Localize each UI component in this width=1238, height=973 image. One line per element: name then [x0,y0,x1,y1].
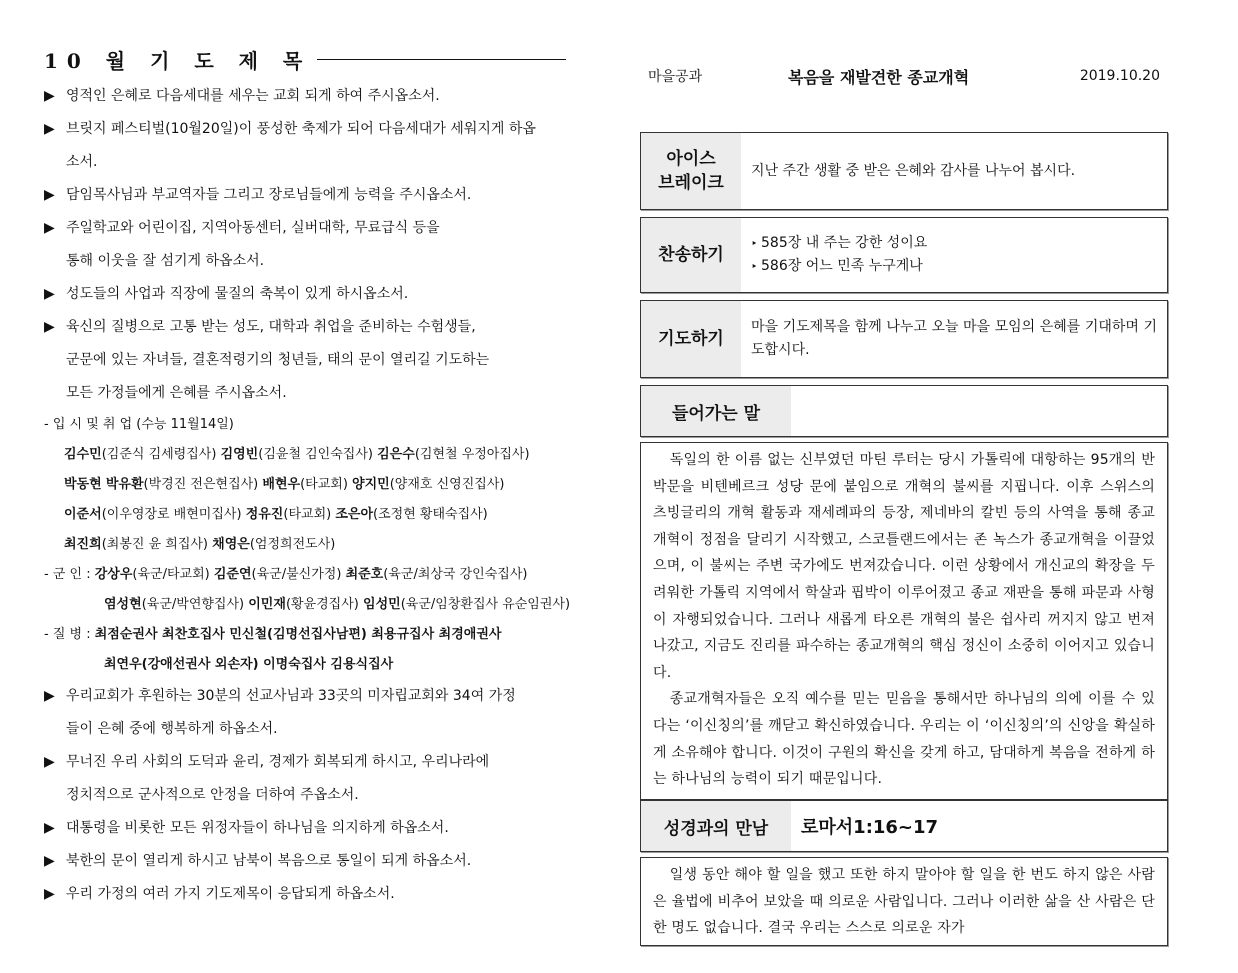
bullet-icon: ▶ [44,853,55,869]
prayer-item [44,80,574,113]
prayer-item-text: 정치적으로 군사적으로 안정을 더하여 주옵소서. [66,787,359,803]
bullet-icon: ▶ [44,88,55,104]
intro-value [791,386,801,436]
prayer-item-continued [44,146,574,179]
name-line [44,470,574,500]
prayer-item-continued [44,779,574,812]
name-note: (타교회) [300,477,353,492]
intro-text [640,442,1168,800]
prayer-title: 10 월 기 도 제 목 [44,48,312,73]
name-note: (육군/박연향집사) [141,597,249,612]
name-note: (양재호 신영진집사) [389,477,505,492]
prayer-item-text: 통해 이웃을 잘 섬기게 하옵소서. [66,253,265,269]
prayer-text: 마을 기도제목을 함께 나누고 오늘 마을 모임의 은혜를 기대하며 기도합시다. [751,319,1157,358]
bullet-icon: ▶ [44,688,55,704]
bullet-icon: ▶ [44,286,55,302]
bullet-icon: ▶ [44,319,55,335]
person-name: 최준호 [345,567,384,582]
name-note: (김윤철 김인숙집사) [258,447,378,462]
prayer-box [640,300,1168,378]
icebreak-text: 지난 주간 생활 중 받은 은혜와 감사를 나누어 봅시다. [751,162,1076,179]
prayer-column [44,44,574,911]
person-name: 김준연 [213,567,252,582]
prayer-item [44,746,574,779]
intro-header [640,385,1168,437]
prayer-item-text: 우리 가정의 여러 가지 기도제목이 응답되게 하옵소서. [66,886,395,902]
prayer-item [44,845,574,878]
name-note: (육군/타교회) [132,567,214,582]
name-line [44,590,574,620]
bullet-icon: ▶ [44,187,55,203]
name-line [44,620,574,650]
prayer-item-text: 담임목사님과 부교역자들 그리고 장로님들에게 능력을 주시옵소서. [66,187,472,203]
lesson-column [640,60,1168,946]
prayer-item [44,878,574,911]
name-line [44,650,574,680]
person-name: 김수민 [64,447,102,462]
bullet-icon: ▶ [44,886,55,902]
prayer-item [44,113,574,146]
prayer-item-text: 군문에 있는 자녀들, 결혼적령기의 청년들, 태의 문이 열리길 기도하는 [66,352,490,368]
intro-paragraph-1: 독일의 한 이름 없는 신부였던 마틴 루터는 당시 가톨릭에 대항하는 95개의 반박문을 비텐베르크 성당 문에 붙임으로 개혁의 불씨를 지핍니다. 이후 스위스의 츠빙글리의 개혁 활동과 재세례파의 등장, 제네바의 칼빈 등의 사역을 통해 종교개혁이 정점을 달리기 시작했고, 스코틀랜드에서는 존 녹스가 종교개혁을 이끌었으며, 이 불씨는 주변 국가에도 번져갔습니다. 이런 상황에서 개신교의 확장을 두려워한 가톨릭 지역에서 학살과 핍박이 이루어졌고 종교 재판을 통해 파문과 사형이 자행되었습니다. 그러나 새롭게 타오른 개혁의 불은 쉽사리 꺼지지 않고 번져나갔고, 지금도 진리를 파수하는 종교개혁의 핵심 정신이 소중히 이어지고 있습니다. [653,452,1155,681]
name-note: - 질 병 : [44,627,95,642]
name-note: (육군/불신가정) [251,567,346,582]
person-name: 배현우 [262,477,301,492]
name-note: (타교회) [283,507,336,522]
person-name: 정유진 [245,507,284,522]
name-note: (조정현 황태숙집사) [373,507,488,522]
prayer-item-text: 육신의 질병으로 고통 받는 성도, 대학과 취업을 준비하는 수험생들, [66,319,476,335]
person-name: 염성현 [104,597,142,612]
prayer-item [44,311,574,344]
name-note: - 군 인 : [44,567,95,582]
icebreak-box [640,132,1168,210]
prayer-item-continued [44,245,574,278]
prayer-title-row [44,44,574,74]
icebreak-label-2: 브레이크 [658,173,724,193]
prayer-item-text: 소서. [66,154,98,170]
person-name: 최점순권사 최찬호집사 민신철(김명선집사남편) 최용규집사 최경애권사 [94,627,502,642]
prayer-item-text: 대통령을 비롯한 모든 위정자들이 하나님을 의지하게 하옵소서. [66,820,449,836]
name-line [44,560,574,590]
hymn-item: ‣ 585장 내 주는 강한 성이요 [751,232,1157,255]
prayer-item [44,812,574,845]
prayer-item-continued [44,377,574,410]
name-line [44,500,574,530]
prayer-item-text: 브릿지 페스티벌(10월20일)이 풍성한 축제가 되어 다음세대가 세워지게 하옵 [66,121,536,137]
lesson-title: 복음을 재발견한 종교개혁 [788,67,970,87]
prayer-item-text: 주일학교와 어린이집, 지역아동센터, 실버대학, 무료급식 등을 [66,220,440,236]
name-note: (이우영장로 배현미집사) [101,507,246,522]
person-name: 김은수 [377,447,415,462]
hymn-list [741,218,1167,292]
hymn-item: ‣ 586장 어느 민족 누구게나 [751,255,1157,278]
prayer-item-text: 성도들의 사업과 직장에 물질의 축복이 있게 하시옵소서. [66,286,409,302]
hymn-box [640,217,1168,293]
exam-header: - 입 시 및 취 업 (수능 11월14일) [44,417,234,432]
prayer-item-text: 북한의 문이 열리게 하시고 남북이 복음으로 통일이 되게 하옵소서. [66,853,472,869]
prayer-list [44,80,574,911]
bible-reference: 로마서1:16~17 [801,817,939,838]
name-note: (황윤경집사) [285,597,364,612]
person-name: 양지민 [352,477,390,492]
person-name: 채영은 [212,537,250,552]
bullet-icon: ▶ [44,820,55,836]
title-rule [317,59,566,60]
lesson-header [640,60,1168,92]
bullet-icon: ▶ [44,220,55,236]
person-name: 이민재 [248,597,286,612]
prayer-item-text: 무너진 우리 사회의 도덕과 윤리, 경제가 회복되게 하시고, 우리나라에 [66,754,490,770]
prayer-item-text: 우리교회가 후원하는 30분의 선교사님과 33곳의 미자립교회와 34여 가정 [66,688,516,704]
person-name: 조은아 [335,507,374,522]
prayer-item-text: 영적인 은혜로 다음세대를 세우는 교회 되게 하여 주시옵소서. [66,88,440,104]
person-name: 임성민 [363,597,401,612]
name-note: (김준식 김세령집사) [101,447,221,462]
prayer-item [44,680,574,713]
prayer-item [44,212,574,245]
prayer-item [44,278,574,311]
icebreak-label-1: 아이스 [666,149,716,169]
prayer-item-text: 들이 은혜 중에 행복하게 하옵소서. [66,721,278,737]
prayer-item-continued [44,344,574,377]
name-note: (엄정희전도사) [249,537,336,552]
prayer-item-continued [44,713,574,746]
prayer-label: 기도하기 [641,301,741,377]
prayer-item-text: 모든 가정들에게 은혜를 주시옵소서. [66,385,287,401]
bullet-icon: ▶ [44,754,55,770]
person-name: 이준서 [64,507,102,522]
bible-header [640,800,1168,852]
icebreak-label [641,133,741,209]
person-name: 김영빈 [220,447,259,462]
intro-label: 들어가는 말 [641,386,791,436]
lesson-date: 2019.10.20 [1079,68,1160,84]
person-name: 박동현 [64,477,102,492]
name-line [44,440,574,470]
name-note: (최봉진 윤 희집사) [101,537,213,552]
bible-paragraph-1: 일생 동안 해야 할 일을 했고 또한 하지 말아야 할 일을 한 번도 하지 않은 사람은 율법에 비추어 보았을 때 의로운 사람입니다. 그러나 이러한 삶을 산 사람은 단 한 명도 없습니다. 결국 우리는 스스로 의로운 자가 [653,867,1155,937]
prayer-item [44,179,574,212]
hymn-label: 찬송하기 [641,218,741,292]
name-note: (육군/최상국 강인숙집사) [383,567,528,582]
class-name: 마을공과 [648,69,703,85]
bullet-icon: ▶ [44,121,55,137]
name-note: (육군/임창환집사 유순임권사) [400,597,571,612]
name-note: (박경진 전은현집사) [143,477,263,492]
name-note: (김현철 우정아집사) [414,447,530,462]
person-name: 최연우(강애선권사 외손자) 이명숙집사 김용식집사 [104,657,394,672]
person-name: 최진희 [64,537,102,552]
bible-text [640,857,1168,946]
person-name: 박유환 [105,477,144,492]
person-name: 강상우 [94,567,133,582]
name-line [44,530,574,560]
bible-label: 성경과의 만남 [641,801,791,851]
intro-paragraph-2: 종교개혁자들은 오직 예수를 믿는 믿음을 통해서만 하나님의 의에 이를 수 있다는 ‘이신칭의’를 깨닫고 확신하였습니다. 우리는 이 ‘이신칭의’의 신앙을 확실하게 소유해야 합니다. 이것이 구원의 확신을 갖게 하고, 담대하게 복음을 전하게 하는 하나님의 능력이 되기 때문입니다. [653,691,1155,788]
